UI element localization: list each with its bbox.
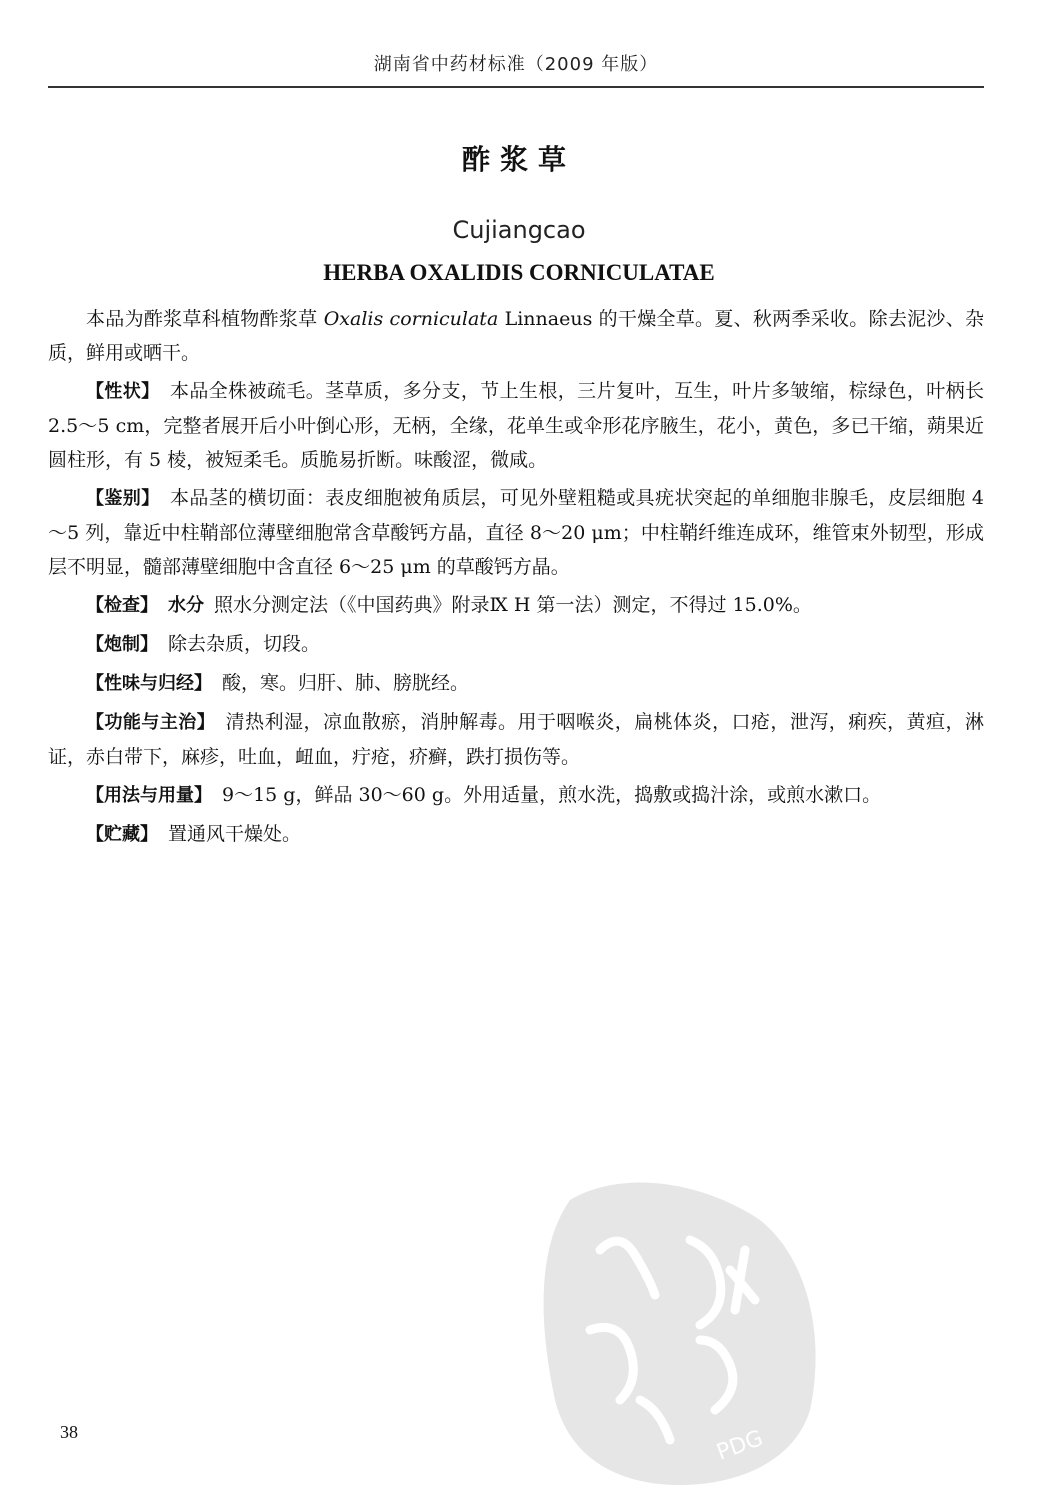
identification-section xyxy=(48,481,984,584)
identification-text: 本品茎的横切面：表皮细胞被角质层，可见外壁粗糙或具疣状突起的单细胞非腺毛，皮层细胞 4～5 列，靠近中柱鞘部位薄壁细胞常含草酸钙方晶，直径 8～20 μm；中柱鞘纤维连成环，维管束外韧型，形成层不明显，髓部薄壁细胞中含直径 6～25 μm 的草酸钙方晶。 xyxy=(48,487,984,578)
storage-label: 【贮藏】 xyxy=(86,824,158,845)
inspection-label: 【检查】 xyxy=(86,595,158,616)
running-header: 湖南省中药材标准（2009 年版） xyxy=(373,54,659,75)
processing-section xyxy=(48,627,984,662)
species-name: Oxalis corniculata xyxy=(323,308,499,330)
nature-text: 酸，寒。归肝、肺、膀胱经。 xyxy=(222,672,470,694)
storage-text: 置通风干燥处。 xyxy=(168,823,302,845)
entry-latin-name: HERBA OXALIDIS CORNICULATAE xyxy=(323,260,715,285)
entry-pinyin: Cujiangcao xyxy=(452,216,586,244)
dosage-text: 9～15 g，鲜品 30～60 g。外用适量，煎水洗，捣敷或捣汁涂，或煎水漱口。 xyxy=(222,784,882,806)
nature-label: 【性味与归经】 xyxy=(86,673,212,694)
inspection-section xyxy=(48,588,984,623)
inspection-sub-label: 水分 xyxy=(168,595,204,616)
nature-section xyxy=(48,666,984,701)
dosage-section xyxy=(48,778,984,813)
storage-section xyxy=(48,817,984,852)
functions-text: 清热利湿，凉血散瘀，消肿解毒。用于咽喉炎，扁桃体炎，口疮，泄泻，痢疾，黄疸，淋证，赤白带下，麻疹，吐血，衄血，疔疮，疥癣，跌打损伤等。 xyxy=(48,711,984,768)
entry-title: 酢浆草 xyxy=(461,143,576,176)
identification-label: 【鉴别】 xyxy=(86,488,160,509)
processing-text: 除去杂质，切段。 xyxy=(168,633,321,655)
header-rule xyxy=(48,86,984,88)
functions-section xyxy=(48,705,984,774)
entry-body xyxy=(48,302,984,856)
description-text: 本品全株被疏毛。茎草质，多分支，节上生根，三片复叶，互生，叶片多皱缩，棕绿色，叶柄长 2.5～5 cm，完整者展开后小叶倒心形，无柄，全缘，花单生或伞形花序腋生，花小，黄色，多已干缩，蒴果近圆柱形，有 5 棱，被短柔毛。质脆易折断。味酸涩，微咸。 xyxy=(48,380,985,471)
dosage-label: 【用法与用量】 xyxy=(86,785,212,806)
functions-label: 【功能与主治】 xyxy=(86,712,216,733)
page-number: 38 xyxy=(60,1422,78,1442)
processing-label: 【炮制】 xyxy=(86,634,158,655)
inspection-text: 照水分测定法（《中国药典》附录Ⅸ H 第一法）测定，不得过 15.0%。 xyxy=(214,594,812,616)
watermark-text: PDG xyxy=(713,1425,767,1466)
watermark-seal-icon xyxy=(530,1160,830,1490)
intro-paragraph: 本品为酢浆草科植物酢浆草 Oxalis corniculata Linnaeus 的干燥全草。夏、秋两季采收。除去泥沙、杂质，鲜用或晒干。 xyxy=(48,308,984,364)
description-section xyxy=(48,374,984,477)
description-label: 【性状】 xyxy=(86,381,160,402)
